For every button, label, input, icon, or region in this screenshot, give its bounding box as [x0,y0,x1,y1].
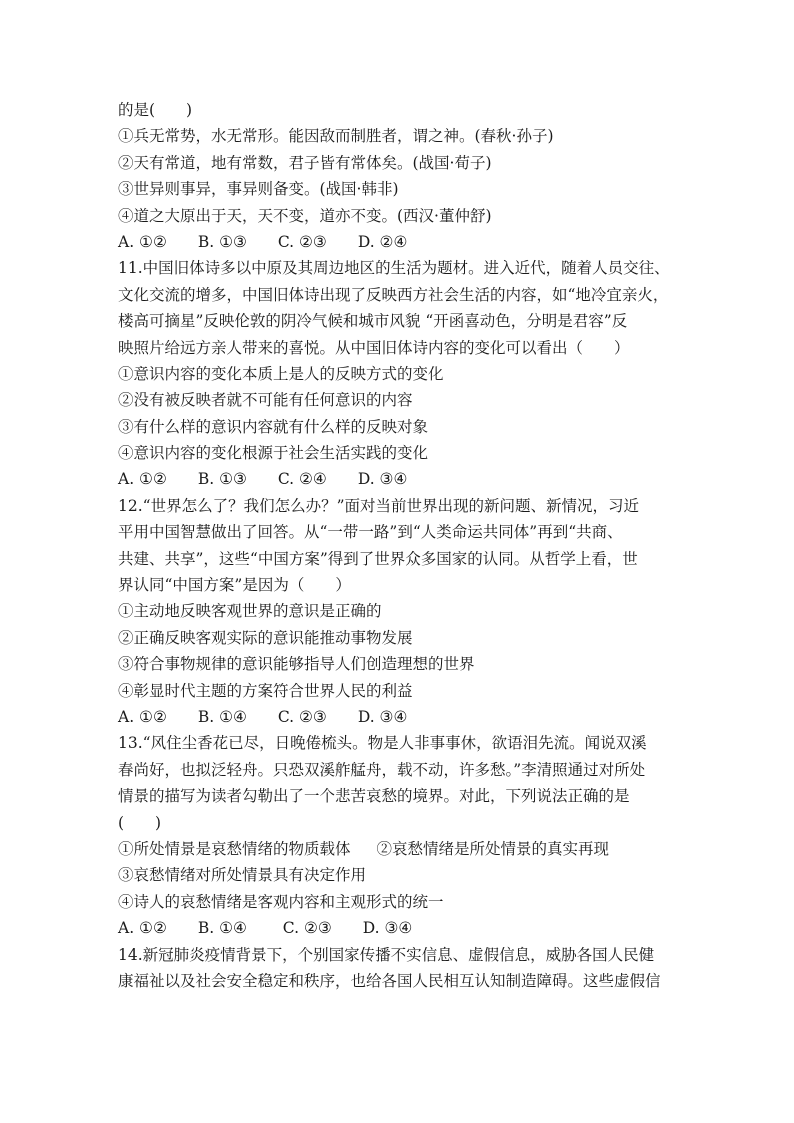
statement-item: ①兵无常势，水无常形。能因敌而制胜者，谓之神。(春秋·孙子) [118,127,554,146]
question-12 [118,493,678,731]
question-stem-line: 楼高可摘星”反映伦敦的阴冷气候和城市风貌 “开函喜动色，分明是君容”反 [118,312,628,331]
question-14 [118,942,678,995]
statement-item: ①意识内容的变化本质上是人的反映方式的变化 [118,364,444,383]
statement-item: ①主动地反映客观世界的意识是正确的 [118,602,382,621]
question-stem-line: 情景的描写为读者勾勒出了一个悲苦哀愁的境界。对此，下列说法正确的是 [118,787,630,806]
statement-item: ③有什么样的意识内容就有什么样的反映对象 [118,417,429,436]
question-stem-line: 映照片给远方亲人带来的喜悦。从中国旧体诗内容的变化可以看出（ ） [118,338,630,357]
statement-item-row [118,836,678,862]
answer-options: A. ①② B. ①④ C. ②③ D. ③④ [118,919,413,938]
statement-item: ①所处情景是哀愁情绪的物质载体 [118,839,351,858]
question-10 [118,97,678,255]
statement-item: ②没有被反映者就不可能有任何意识的内容 [118,391,413,410]
question-stem-line: 平用中国智慧做出了回答。从“一带一路”到“人类命运共同体”再到“共商、 [118,523,623,542]
question-stem-line: 11.中国旧体诗多以中原及其周边地区的生活为题材。进入近代，随着人员交往、 [118,259,670,278]
question-stem-line: 文化交流的增多，中国旧体诗出现了反映西方社会生活的内容，如“地冷宜亲火， [118,285,669,304]
question-11 [118,255,678,493]
exam-page [118,97,678,994]
question-stem-line: 14.新冠肺炎疫情背景下，个别国家传播不实信息、虚假信息，威胁各国人民健 [118,945,655,964]
statement-item: ③世异则事异，事异则备变。(战国·韩非) [118,180,399,199]
statement-item: ④意识内容的变化根源于社会生活实践的变化 [118,444,429,463]
statement-item: ②正确反映客观实际的意识能推动事物发展 [118,628,413,647]
answer-options: A. ①② B. ①④ C. ②③ D. ③④ [118,707,408,726]
question-stem-line: 共建、共享”，这些“中国方案”得到了世界众多国家的认同。从哲学上看，世 [118,549,638,568]
answer-options: A. ①② B. ①③ C. ②③ D. ②④ [118,232,408,251]
statement-item: ③哀愁情绪对所处情景具有决定作用 [118,866,367,885]
question-stem-line: 康福祉以及社会安全稳定和秩序，也给各国人民相互认知制造障碍。这些虚假信 [118,971,661,990]
statement-item: ④彰显时代主题的方案符合世界人民的利益 [118,681,413,700]
statement-item: ④道之大原出于天，天不变，道亦不变。(西汉·董仲舒) [118,206,492,225]
question-stem-line: 12.“世界怎么了？我们怎么办？”面对当前世界出现的新问题、新情况，习近 [118,496,640,515]
question-stem-line: ( ) [118,813,162,832]
question-stem-line: 的是( ) [118,101,193,119]
statement-item: ④诗人的哀愁情绪是客观内容和主观形式的统一 [118,892,444,911]
statement-item: ②哀愁情绪是所处情景的真实再现 [376,839,610,858]
answer-options: A. ①② B. ①③ C. ②④ D. ③④ [118,470,408,489]
question-13 [118,730,678,941]
statement-item: ③符合事物规律的意识能够指导人们创造理想的世界 [118,655,475,674]
question-stem-line: 13.“风住尘香花已尽，日晚倦梳头。物是人非事事休，欲语泪先流。闻说双溪 [118,734,647,753]
question-stem-line: 春尚好，也拟泛轻舟。只恐双溪舴艋舟，载不动，许多愁。”李清照通过对所处 [118,760,646,779]
question-stem-line: 界认同“中国方案”是因为（ ） [118,576,351,595]
statement-item: ②天有常道，地有常数，君子皆有常体矣。(战国·荀子) [118,153,492,172]
